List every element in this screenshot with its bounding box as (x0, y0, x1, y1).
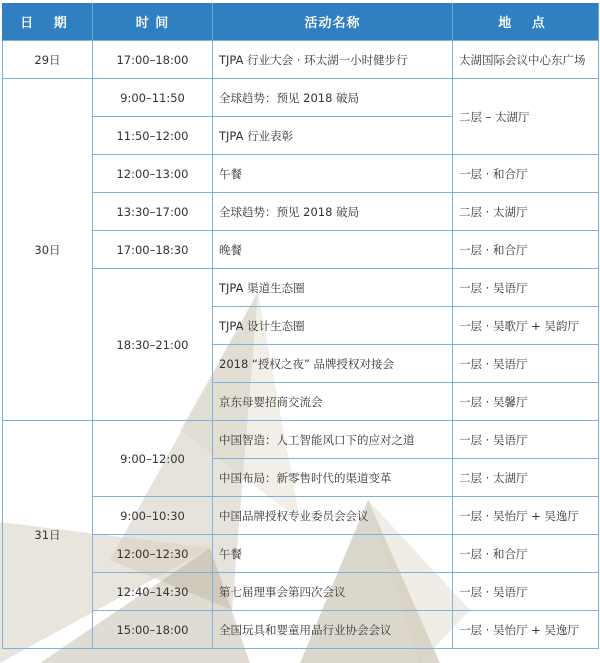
event-name-cell: 午餐 (213, 535, 453, 573)
table-row (3, 611, 599, 649)
place-cell: 一层 · 吴怡厅 + 吴逸厅 (453, 611, 599, 649)
event-name-cell: 午餐 (213, 155, 453, 193)
place-cell: 太湖国际会议中心东广场 (453, 41, 599, 79)
table-row (3, 421, 599, 459)
time-cell: 12:00–13:00 (93, 155, 213, 193)
place-cell: 二层 · 太湖厅 (453, 459, 599, 497)
time-cell: 12:00–12:30 (93, 535, 213, 573)
event-name-cell: 中国布局：新零售时代的渠道变革 (213, 459, 453, 497)
place-cell: 一层 · 和合厅 (453, 231, 599, 269)
event-name-cell: 第七届理事会第四次会议 (213, 573, 453, 611)
place-cell: 二层 · 太湖厅 (453, 193, 599, 231)
event-name-cell: 中国品牌授权专业委员会会议 (213, 497, 453, 535)
time-cell: 9:00–11:50 (93, 79, 213, 117)
header-place: 地 点 (453, 3, 599, 41)
time-cell: 12:40–14:30 (93, 573, 213, 611)
event-name-cell: 全国玩具和婴童用品行业协会会议 (213, 611, 453, 649)
event-name-cell: 京东母婴招商交流会 (213, 383, 453, 421)
event-name-cell: 全球趋势：预见 2018 破局 (213, 79, 453, 117)
table-row (3, 497, 599, 535)
time-cell: 13:30–17:00 (93, 193, 213, 231)
event-name-cell: TJPA 行业大会 · 环太湖一小时健步行 (213, 41, 453, 79)
event-name-cell: 全球趋势：预见 2018 破局 (213, 193, 453, 231)
table-row (3, 573, 599, 611)
date-cell: 31日 (3, 421, 93, 649)
place-cell: 一层 · 和合厅 (453, 155, 599, 193)
place-cell: 一层 · 吴语厅 (453, 269, 599, 307)
table-row (3, 79, 599, 117)
header-time: 时 间 (93, 3, 213, 41)
place-cell: 一层 · 和合厅 (453, 535, 599, 573)
table-row (3, 535, 599, 573)
table-header-row (3, 3, 599, 41)
time-cell: 18:30–21:00 (93, 269, 213, 421)
event-name-cell: TJPA 行业表彰 (213, 117, 453, 155)
event-name-cell: 中国智造：人工智能风口下的应对之道 (213, 421, 453, 459)
place-cell: 一层 · 吴语厅 (453, 573, 599, 611)
time-cell: 15:00–18:00 (93, 611, 213, 649)
place-cell: 一层 · 吴馨厅 (453, 383, 599, 421)
header-name: 活动名称 (213, 3, 453, 41)
table-row (3, 41, 599, 79)
place-cell: 一层 · 吴语厅 (453, 421, 599, 459)
event-name-cell: TJPA 渠道生态圈 (213, 269, 453, 307)
place-cell: 一层 · 吴怡厅 + 吴逸厅 (453, 497, 599, 535)
time-cell: 17:00–18:30 (93, 231, 213, 269)
time-cell: 11:50–12:00 (93, 117, 213, 155)
header-date: 日 期 (3, 3, 93, 41)
time-cell: 9:00–10:30 (93, 497, 213, 535)
event-name-cell: 晚餐 (213, 231, 453, 269)
place-cell: 二层 – 太湖厅 (453, 79, 599, 155)
schedule-table (2, 3, 599, 649)
date-cell: 29日 (3, 41, 93, 79)
time-cell: 9:00–12:00 (93, 421, 213, 497)
place-cell: 一层 · 吴语厅 (453, 345, 599, 383)
table-row (3, 155, 599, 193)
table-row (3, 269, 599, 307)
place-cell: 一层 · 吴歌厅 + 吴韵厅 (453, 307, 599, 345)
date-cell: 30日 (3, 79, 93, 421)
event-name-cell: TJPA 设计生态圈 (213, 307, 453, 345)
table-row (3, 193, 599, 231)
event-name-cell: 2018 “授权之夜” 品牌授权对接会 (213, 345, 453, 383)
table-row (3, 231, 599, 269)
time-cell: 17:00–18:00 (93, 41, 213, 79)
